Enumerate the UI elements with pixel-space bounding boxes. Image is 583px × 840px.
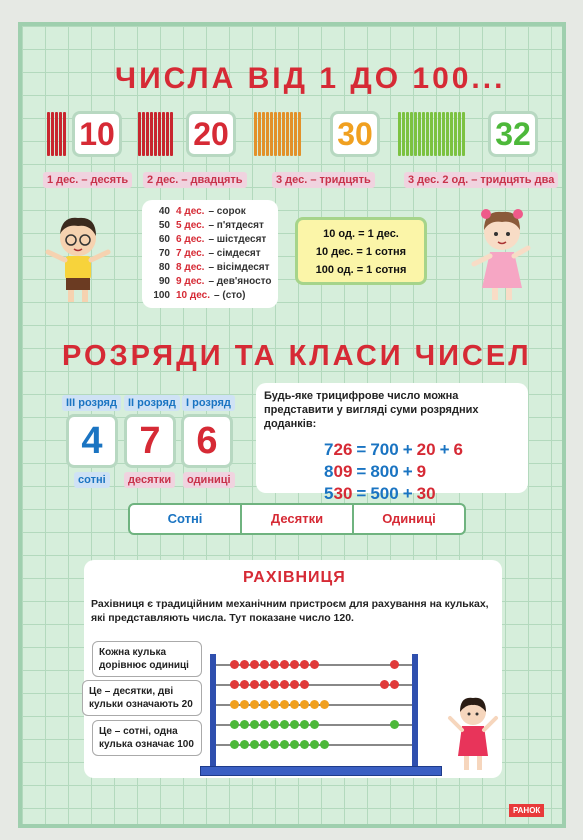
eq-term-1: 700 — [370, 440, 399, 459]
tens-row — [148, 289, 272, 303]
tens-row-word: – (сто) — [214, 290, 246, 301]
tens-row-decades: 7 дес. — [176, 248, 205, 259]
abacus-bead[interactable] — [230, 680, 239, 689]
equation-row — [324, 483, 520, 505]
abacus-bead[interactable] — [310, 700, 319, 709]
eq-plus-sign: + — [402, 462, 413, 481]
eq-digit-hundreds: 8 — [324, 462, 334, 481]
callout-tens: Це – десятки, дві кульки означають 20 — [82, 680, 202, 716]
callout-units: Кожна кулька дорівнює одиниці — [92, 641, 202, 677]
callout-hundreds: Це – сотні, одна кулька означає 100 — [92, 720, 202, 756]
abacus-bead[interactable] — [230, 740, 239, 749]
section1-title: ЧИСЛА ВІД 1 ДО 100... — [115, 62, 506, 95]
sum-intro: Будь-яке трицифрове число можна представити у вигляді суми розрядних доданків: — [264, 390, 479, 430]
abacus-bead[interactable] — [280, 700, 289, 709]
eq-digit-tens: 0 — [333, 462, 343, 481]
eq-digit-units: 0 — [342, 484, 353, 503]
eq-digit-hundreds: 7 — [324, 440, 334, 459]
abacus-bead[interactable] — [270, 680, 279, 689]
eq-digit-units: 6 — [342, 440, 353, 459]
abacus-bead[interactable] — [260, 660, 269, 669]
unit-units: одиниці — [183, 472, 235, 488]
abacus-bead[interactable] — [240, 660, 249, 669]
publisher-logo: РАНОК — [509, 804, 544, 817]
abacus-bead[interactable] — [310, 660, 319, 669]
equation-list — [264, 439, 520, 505]
abacus-left-post — [210, 654, 216, 772]
abacus-bead[interactable] — [300, 720, 309, 729]
tens-row-word: – п'ятдесят — [208, 220, 264, 231]
tens-row-word: – сорок — [208, 206, 246, 217]
abacus-bead[interactable] — [270, 660, 279, 669]
sum-card — [256, 383, 528, 503]
abacus-bead[interactable] — [240, 740, 249, 749]
caption-20: 2 дес. – двадцять — [143, 172, 247, 188]
number-box-20: 20 — [186, 111, 236, 157]
sticks-32 — [398, 112, 465, 156]
eq-plus-sign: + — [402, 440, 413, 459]
abacus-bead[interactable] — [290, 740, 299, 749]
eq-term-1: 800 — [370, 462, 399, 481]
rank-2: ІІ розряд — [124, 395, 180, 411]
sticks-10 — [47, 112, 66, 156]
tens-row — [148, 233, 272, 247]
abacus-bead[interactable] — [290, 660, 299, 669]
tens-button[interactable]: Десятки — [242, 503, 354, 535]
abacus-bead[interactable] — [320, 700, 329, 709]
eq-term-1: 500 — [370, 484, 399, 503]
abacus-bead[interactable] — [290, 680, 299, 689]
abacus-bead[interactable] — [320, 740, 329, 749]
eq-term-2: 9 — [416, 462, 427, 481]
abacus-bead[interactable] — [310, 720, 319, 729]
digit-tens: 7 — [124, 414, 176, 468]
abacus-bead[interactable] — [280, 720, 289, 729]
tens-row-decades: 4 дес. — [176, 206, 205, 217]
digit-hundreds: 4 — [66, 414, 118, 468]
abacus-bead[interactable] — [250, 720, 259, 729]
tens-row-word: – дев'яносто — [208, 276, 272, 287]
abacus-bead[interactable] — [230, 660, 239, 669]
tens-row — [148, 205, 272, 219]
abacus-bead[interactable] — [230, 700, 239, 709]
tens-row-word: – вісімдесят — [208, 262, 270, 273]
eq-equals-sign: = — [356, 484, 367, 503]
equation-row — [324, 439, 520, 461]
eq-plus-sign: + — [439, 440, 450, 459]
abacus-bead[interactable] — [260, 700, 269, 709]
boy-illustration — [38, 208, 118, 308]
abacus-bead[interactable] — [260, 720, 269, 729]
abacus-bead[interactable] — [300, 680, 309, 689]
abacus-bead[interactable] — [280, 680, 289, 689]
abacus-right-post — [412, 654, 418, 772]
tens-row-decades: 10 дес. — [176, 290, 211, 301]
abacus-bead[interactable] — [260, 740, 269, 749]
abacus-bead[interactable] — [240, 700, 249, 709]
tens-row-number: 90 — [158, 276, 170, 287]
abacus-bead[interactable] — [250, 700, 259, 709]
eq-equals-sign: = — [356, 462, 367, 481]
tens-list-card — [142, 200, 278, 308]
abacus-bead[interactable] — [380, 680, 389, 689]
abacus-bead[interactable] — [270, 720, 279, 729]
abacus-bead[interactable] — [240, 680, 249, 689]
hundreds-button[interactable]: Сотні — [128, 503, 242, 535]
tens-row-decades: 8 дес. — [176, 262, 205, 273]
abacus-bead[interactable] — [390, 720, 399, 729]
rank-1: І розряд — [182, 395, 235, 411]
abacus — [200, 648, 460, 783]
tens-row-decades: 5 дес. — [176, 220, 205, 231]
eq-digit-units: 9 — [342, 462, 353, 481]
sticks-20 — [138, 112, 173, 156]
tens-row-decades: 9 дес. — [176, 276, 205, 287]
abacus-bead[interactable] — [300, 700, 309, 709]
eq-digit-hundreds: 5 — [324, 484, 334, 503]
abacus-bead[interactable] — [240, 720, 249, 729]
abacus-bead[interactable] — [230, 720, 239, 729]
equality-3: 100 од. = 1 сотня — [315, 264, 407, 276]
caption-30: 3 дес. – тридцять — [272, 172, 375, 188]
abacus-description: Рахівниця є традиційним механічним пристроєм для рахування на кульках, які представляють числа. Тут показане число 120. — [91, 598, 489, 624]
section2-title: РОЗРЯДИ ТА КЛАСИ ЧИСЕЛ — [62, 340, 532, 372]
unit-hundreds: сотні — [74, 472, 110, 488]
tens-row-number: 80 — [158, 262, 170, 273]
tens-row-decades: 6 дес. — [176, 234, 205, 245]
tens-row — [148, 275, 272, 289]
girl-small-illustration — [440, 690, 506, 778]
caption-32: 3 дес. 2 од. – тридцять два — [404, 172, 558, 188]
eq-plus-sign: + — [402, 484, 413, 503]
number-box-30: 30 — [330, 111, 380, 157]
abacus-bead[interactable] — [310, 740, 319, 749]
number-box-32: 32 — [488, 111, 538, 157]
category-buttons — [128, 503, 466, 535]
digit-units: 6 — [181, 414, 233, 468]
tens-row-number: 60 — [158, 234, 170, 245]
abacus-bead[interactable] — [250, 680, 259, 689]
section3-title: РАХІВНИЦЯ — [243, 569, 346, 586]
tens-row-number: 40 — [158, 206, 170, 217]
equality-1: 10 од. = 1 дес. — [323, 228, 399, 240]
abacus-bead[interactable] — [250, 740, 259, 749]
tens-row-word: – шістдесят — [208, 234, 267, 245]
eq-equals-sign: = — [356, 440, 367, 459]
number-box-10: 10 — [72, 111, 122, 157]
abacus-bead[interactable] — [270, 700, 279, 709]
caption-10: 1 дес. – десять — [43, 172, 132, 188]
equality-2: 10 дес. = 1 сотня — [315, 246, 407, 258]
abacus-bead[interactable] — [290, 720, 299, 729]
abacus-bead[interactable] — [300, 740, 309, 749]
tens-row-number: 100 — [153, 290, 170, 301]
tens-row-number: 70 — [158, 248, 170, 259]
abacus-bead[interactable] — [280, 740, 289, 749]
abacus-bead[interactable] — [250, 660, 259, 669]
abacus-bead[interactable] — [270, 740, 279, 749]
tens-row-number: 50 — [158, 220, 170, 231]
abacus-bead[interactable] — [260, 680, 269, 689]
abacus-bead[interactable] — [290, 700, 299, 709]
abacus-bead[interactable] — [300, 660, 309, 669]
eq-term-3: 6 — [453, 440, 463, 459]
tens-row-word: – сімдесят — [208, 248, 261, 259]
abacus-bead[interactable] — [280, 660, 289, 669]
eq-digit-tens: 2 — [333, 440, 343, 459]
tens-list — [148, 205, 272, 303]
unit-tens: десятки — [124, 472, 175, 488]
equalities-card — [295, 217, 427, 285]
eq-digit-tens: 3 — [333, 484, 343, 503]
sticks-30 — [254, 112, 301, 156]
units-button[interactable]: Одиниці — [354, 503, 466, 535]
tens-row — [148, 247, 272, 261]
equation-row — [324, 461, 520, 483]
abacus-bead[interactable] — [390, 660, 399, 669]
eq-term-2: 20 — [416, 440, 436, 459]
rank-3: ІІІ розряд — [62, 395, 121, 411]
abacus-bead[interactable] — [390, 680, 399, 689]
eq-term-2: 30 — [416, 484, 436, 503]
girl-illustration — [462, 200, 542, 308]
tens-row — [148, 261, 272, 275]
tens-row — [148, 219, 272, 233]
abacus-base — [200, 766, 442, 776]
